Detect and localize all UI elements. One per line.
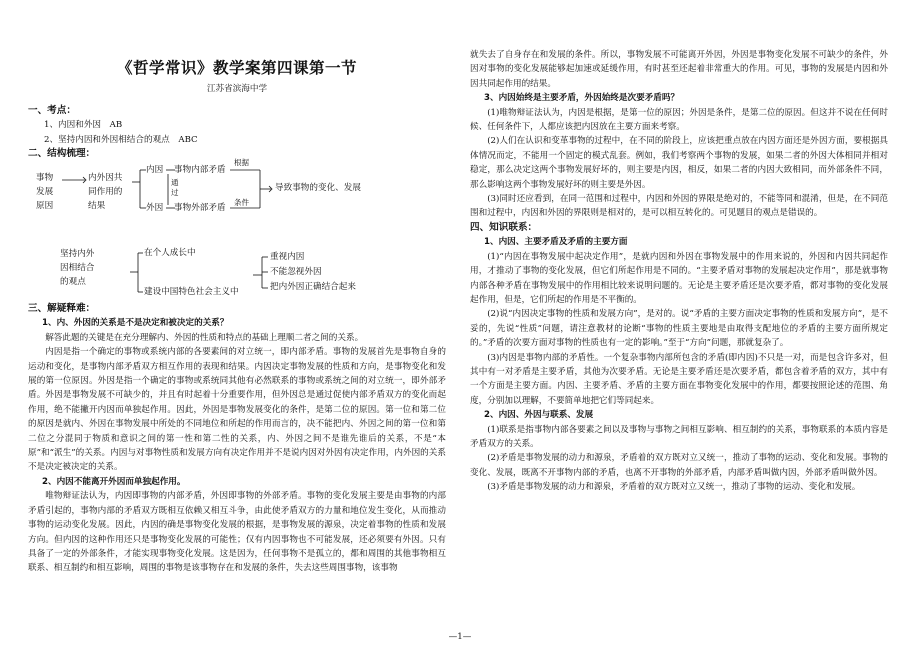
exam-point: 1、内因和外因 AB	[44, 120, 123, 131]
paragraph: 就失去了自身存在和发展的条件。所以，事物发展不可能离开外因，外因是事物变化发展不可缺少的条件，外因对事物的变化发展能够起加速或延缓作用，有时甚至还起着非常重大的作用。可见，事物的发展是内因和外因共同起作用的结果。	[470, 50, 888, 89]
diagram-left-label: 原因	[36, 201, 54, 211]
personal-growth-label: 在个人成长中	[144, 248, 196, 258]
diagram-mid-label: 结果	[88, 201, 106, 211]
point-label: 不能忽视外因	[270, 267, 322, 277]
paragraph: (2)人们在认识和变革事物的过程中，在不同的阶段上，应该把重点放在内因方面还是外因方面，要根据具体情况而定，不能用一个固定的模式乱套。例如，我们考察两个事物的发展，如果二者的外因大体相同并相对稳定，那么决定这两个事物发展好坏的，则主要是内因，相反，如果二者的内因大致相同，而外部条件不同，那么影响这两个事物发展好坏的则主要是外因。	[470, 136, 888, 190]
condition-label: 条件	[234, 198, 249, 207]
question-heading: 1、内、外因的关系是不是决定和被决定的关系？	[42, 318, 229, 329]
knowledge-heading: 1、内因、主要矛盾及矛盾的主要方面	[484, 237, 628, 248]
explanation-section	[28, 302, 446, 576]
right-column	[470, 48, 888, 495]
via-label: 过	[171, 188, 179, 197]
point-label: 重视内因	[270, 252, 305, 262]
point-label: 把内外因正确结合起来	[270, 282, 356, 292]
school-name: 江苏省滨海中学	[206, 84, 268, 94]
result-label: 导致事物的变化、发展	[275, 183, 361, 193]
insist-label: 坚持内外	[60, 249, 95, 259]
paragraph: (2)矛盾是事物发展的动力和源泉，矛盾着的双方既对立又统一，推动了事物的运动、变化和发展。事物的变化、发展，既离不开事物内部的矛盾，也离不开事物的外部矛盾，内部矛盾叫做内因，外部矛盾叫做外因。	[470, 453, 888, 478]
paragraph: (1)联系是指事物内部各要素之间以及事物与事物之间相互影响、相互制约的关系，事物联系的本质内容是矛盾双方的关系。	[470, 424, 888, 449]
doc-title: 《哲学常识》教学案第四课第一节	[116, 59, 357, 77]
paragraph: 解答此题的关键是在充分理解内、外因的性质和特点的基础上理顺二者之间的关系。	[45, 332, 364, 343]
outline-section	[28, 104, 446, 162]
section-heading-2: 二、结构梳理：	[28, 148, 96, 160]
paragraph: (3)同时还应看到，在同一范围和过程中，内因和外因的界限是绝对的，不能等同和混淆，但是，在不同范围和过程中，内因和外因的界限则是相对的，是可以相互转化的。可见题目的观点是错误的。	[470, 194, 888, 219]
via-label: 通	[171, 178, 179, 187]
diagram-left-label: 发展	[36, 187, 54, 197]
outer-contradiction-label: 事物外部矛盾	[174, 203, 226, 213]
paragraph: (2)说“内因决定事物的性质和发展方向”，是对的。说“矛盾的主要方面决定事物的性质和发展方向”，是不妥的，先说“性质”问题，请注意教材的论断“事物的性质主要地是由取得支配地位的矛盾的主要方面所规定的。”矛盾的次要方面对事物的性质也有一定的影响。”至于“方向”问题，那就复杂了。	[470, 309, 888, 349]
socialism-building-label: 建设中国特色社会主义中	[144, 287, 239, 297]
diagram-mid-label: 内外因共	[88, 173, 123, 183]
inner-cause-label: 内因	[146, 165, 164, 175]
question-heading: 3、内因始终是主要矛盾，外因始终是次要矛盾吗？	[484, 93, 680, 104]
structure-diagram	[28, 158, 446, 298]
inner-contradiction-label: 事物内部矛盾	[174, 165, 226, 175]
question-heading: 2、内因不能离开外因而单独起作用。	[42, 476, 186, 487]
knowledge-heading: 2、内因、外因与联系、发展	[484, 410, 594, 421]
paragraph: (1)唯物辩证法认为，内因是根据，是第一位的原因；外因是条件，是第二位的原因。但这并不说在任何时候、任何条件下，人都应该把内因放在主要方面来考察。	[470, 107, 888, 133]
section-heading-4: 四、知识联系：	[470, 221, 538, 233]
paragraph: 内因是指一个确定的事物或系统内部的各要素间的对立统一，即内部矛盾。事物的发展首先是事物自身的运动和变化，是事物内部矛盾双方相互作用的表现和结果。内因决定事物发展的性质和方向，是事物变化和发展的第一位原因。外因是指一个确定的事物或系统同其他有必然联系的事物或系统之间的对立统一，即外部矛盾。外因是事物发展不可缺少的，并且有时起着十分重要作用，但外因总是通过促使内部矛盾双方的变化而起作用，绝不能撇开内因而单独起作用。因此，外因是事物发展变化的条件，是第二位的原因。第一位和第二位的原因是就内、外因在事物发展中所处的不同地位和所起的作用而言的，决不能把内、外因之间的第一位和第二位之分混同于物质和意识之间的第一性和第二性的关系，内、外因之间不是谁先谁后的关系，不是“本原”和“派生”的关系。内因与对事物性质和发展方向有决定作用并不是说内因对外因有决定作用，内外因的关系不是决定被决定的关系。	[28, 347, 446, 473]
exam-point: 2、坚持内因和外因相结合的观点 ABC	[44, 134, 198, 145]
section-heading-1: 一、考点：	[28, 105, 76, 116]
insist-label: 因相结合	[60, 263, 95, 273]
paragraph: (1)“内因在事物发展中起决定作用”，是就内因和外因在事物发展中的作用来说的，外因和内因共同起作用，才推动了事物的变化发展，但它们所起作用是不同的。“主要矛盾对事物的发展起决定作用”，那是就事物内部各种矛盾在事物发展中的作用相比较来说明问题的。无论是主要矛盾还是次要矛盾，都对事物的变化发展起作用，但是，它们所起的作用是不平衡的。	[470, 251, 888, 305]
insist-label: 的观点	[60, 277, 86, 287]
paragraph: 唯物辩证法认为，内因即事物的内部矛盾，外因即事物的外部矛盾。事物的变化发展主要是由事物的内部矛盾引起的，事物内部的矛盾双方既相互依赖又相互斗争，由此使矛盾双方的力量和地位发生变化，从而推动事物的运动变化发展。因此，内因的确是事物变化发展的根据，是事物发展的源泉，决定着事物的性质和发展方向。但内因的这种作用还只是事物变化发展的可能性；仅有内因事物也不可能发展，还必须要有外因。只有具备了一定的外部条件，才能实现事物变化发展。这是因为，任何事物不是孤立的，都和周围的其他事物相互联系、相互制约和相互影响，周围的事物是该事物存在和发展的条件，失去这些周围事物，该事物	[28, 491, 446, 574]
outer-cause-label: 外因	[146, 203, 164, 213]
diagram-left-label: 事物	[36, 173, 54, 183]
basis-label: 根据	[234, 158, 249, 167]
diagram-mid-label: 同作用的	[88, 187, 123, 197]
page-number: —1—	[448, 632, 472, 642]
section-heading-3: 三、解疑释难：	[28, 303, 96, 314]
paragraph: (3)矛盾是事物发展的动力和源泉，矛盾着的双方既对立又统一，推动了事物的运动、变化和发展。	[487, 482, 861, 493]
paragraph: (3)内因是事物内部的矛盾性。一个复杂事物内部所包含的矛盾(即内因)不只是一对，而是包含许多对，但其中有一对矛盾是主要矛盾，其他为次要矛盾。无论是主要矛盾还是次要矛盾，都包含着矛盾的双方，其中有一个方面是主要方面。内因、主要矛盾、矛盾的主要方面在事物变化发展中的作用，都要按照论述的范围、角度，分别加以理解，不要简单地把它们等同起来。	[470, 352, 888, 406]
